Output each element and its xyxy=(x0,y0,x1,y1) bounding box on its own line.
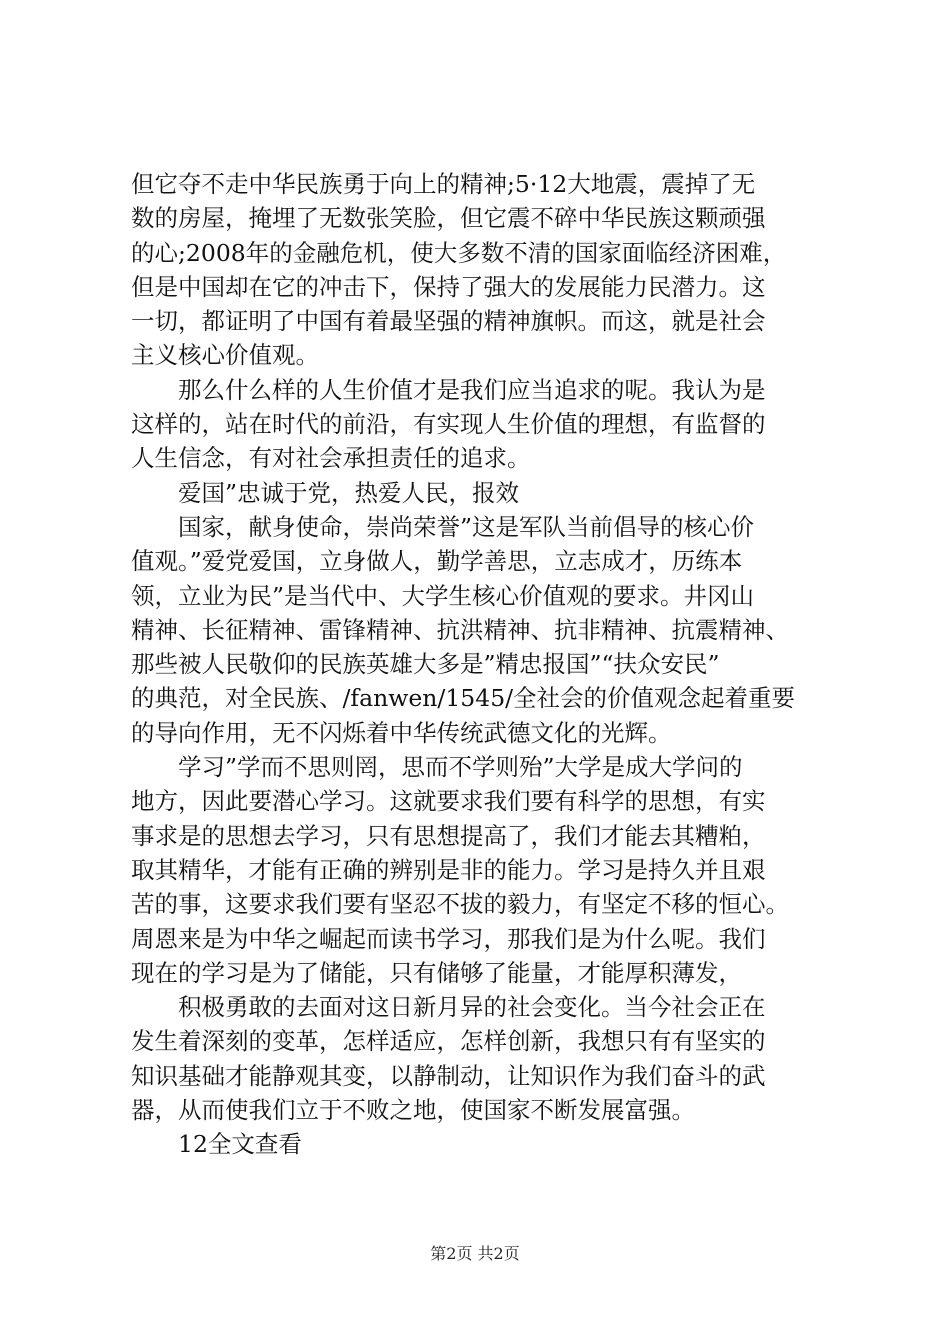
text-line: 的心;2008年的金融危机，使大多数不清的国家面临经济困难， xyxy=(131,238,787,267)
text-line: 值观。”爱党爱国，立身做人，勤学善思，立志成才，历练本 xyxy=(131,547,743,576)
text-line: 精神、长征精神、雷锋精神、抗洪精神、抗非精神、抗震精神、 xyxy=(131,615,789,644)
text-line: 那么什么样的人生价值才是我们应当追求的呢。我认为是 xyxy=(131,375,766,404)
page-number-footer: 第2页 共2页 xyxy=(430,1244,520,1263)
text-line: 周恩来是为中华之崛起而读书学习，那我们是为什么呢。我们 xyxy=(131,924,766,953)
text-line: 那些被人民敬仰的民族英雄大多是”精忠报国”“扶众安民” xyxy=(131,650,720,679)
text-line: 事求是的思想去学习，只有思想提高了，我们才能去其糟粕， xyxy=(131,821,766,850)
text-line: 12全文查看 xyxy=(131,1130,302,1159)
text-line: 数的房屋，掩埋了无数张笑脸，但它震不碎中华民族这颗顽强 xyxy=(131,204,766,233)
text-line: 一切，都证明了中国有着最坚强的精神旗帜。而这，就是社会 xyxy=(131,307,766,336)
text-line: 但它夺不走中华民族勇于向上的精神;5·12大地震，震掉了无 xyxy=(131,170,756,198)
text-line: 器，从而使我们立于不败之地，使国家不断发展富强。 xyxy=(131,1096,695,1125)
text-line: 领，立业为民”是当代中、大学生核心价值观的要求。井冈山 xyxy=(131,581,755,610)
text-line: 但是中国却在它的冲击下，保持了强大的发展能力民潜力。这 xyxy=(131,272,766,301)
text-line: 的典范，对全民族、/fanwen/1545/全社会的价值观念起着重要 xyxy=(131,684,796,713)
text-line: 的导向作用，无不闪烁着中华传统武德文化的光辉。 xyxy=(131,718,672,747)
text-line: 知识基础才能静观其变，以静制动，让知识作为我们奋斗的武 xyxy=(131,1061,766,1090)
text-line: 主义核心价值观。 xyxy=(131,341,319,370)
text-line: 现在的学习是为了储能，只有储够了能量，才能厚积薄发， xyxy=(131,958,742,987)
text-line: 积极勇敢的去面对这日新月异的社会变化。当今社会正在 xyxy=(131,993,766,1022)
document-body xyxy=(131,167,831,1162)
text-line: 苦的事，这要求我们要有坚忍不拔的毅力，有坚定不移的恒心。 xyxy=(131,890,789,919)
text-line: 这样的，站在时代的前沿，有实现人生价值的理想，有监督的 xyxy=(131,410,766,439)
text-line: 学习”学而不思则罔，思而不学则殆”大学是成大学问的 xyxy=(131,753,743,782)
text-line: 人生信念，有对社会承担责任的追求。 xyxy=(131,444,531,473)
text-line: 发生着深刻的变革，怎样适应，怎样创新，我想只有有坚实的 xyxy=(131,1027,766,1056)
text-line: 爱国”忠诚于党，热爱人民，报效 xyxy=(131,478,520,507)
text-line: 地方，因此要潜心学习。这就要求我们要有科学的思想，有实 xyxy=(131,787,766,816)
text-line: 国家，献身使命，崇尚荣誉”这是军队当前倡导的核心价 xyxy=(131,512,755,541)
text-line: 取其精华，才能有正确的辨别是非的能力。学习是持久并且艰 xyxy=(131,855,766,884)
